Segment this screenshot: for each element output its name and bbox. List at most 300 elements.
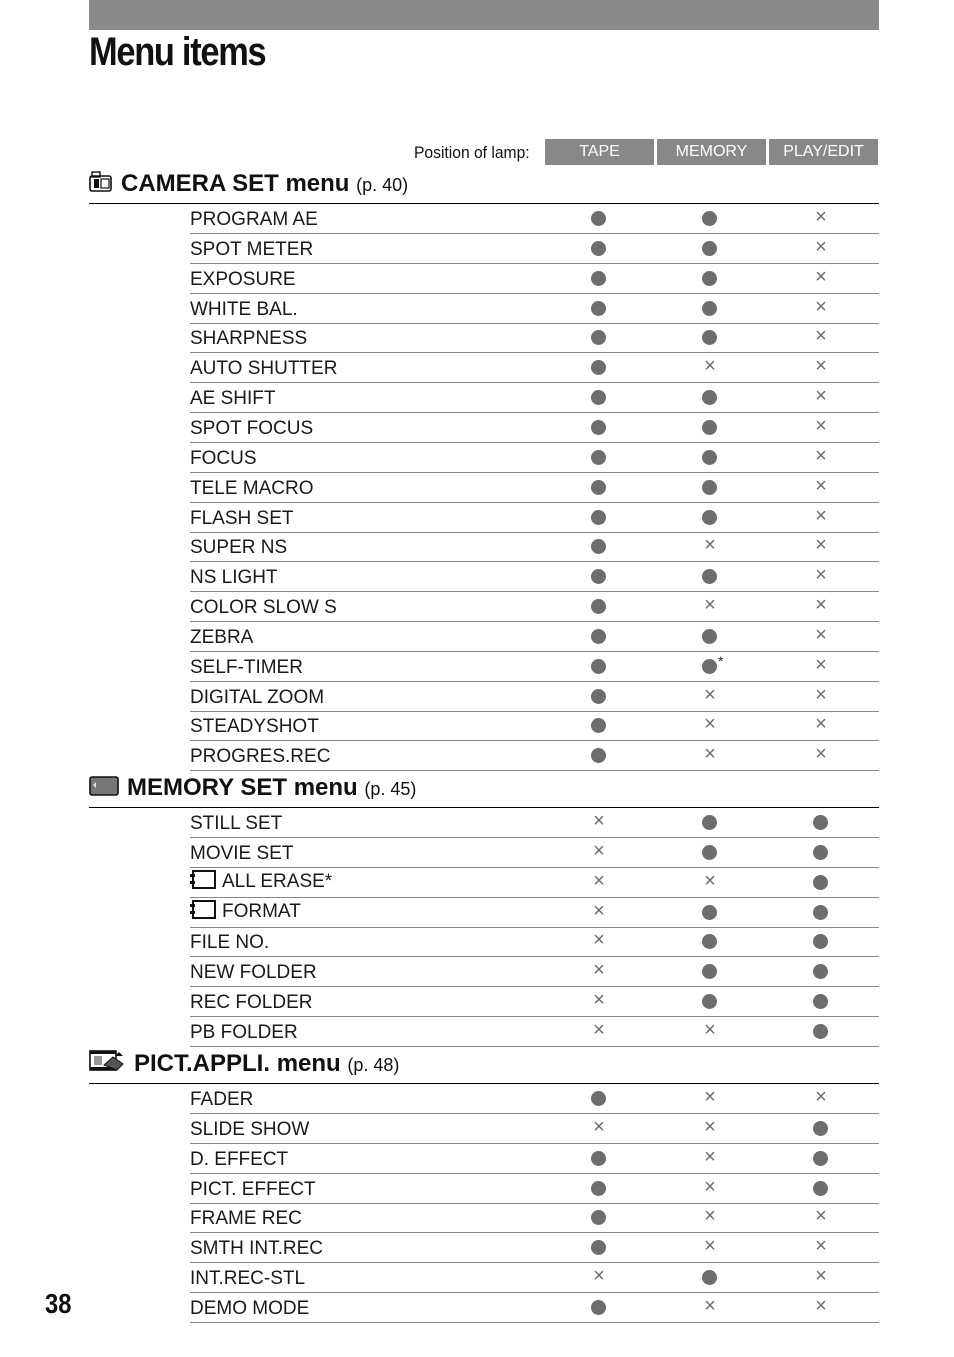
menu-item-text: PB FOLDER — [190, 1021, 298, 1043]
menu-item-text: COLOR SLOW S — [190, 597, 337, 619]
table-row — [190, 1233, 879, 1263]
section-title — [127, 774, 416, 802]
unavailable-cross: × — [815, 653, 827, 676]
cell-tape — [545, 353, 654, 382]
film-effects-icon — [89, 1050, 126, 1077]
cell-play-edit — [767, 1144, 876, 1173]
unavailable-cross: × — [815, 623, 827, 646]
unavailable-cross: × — [815, 713, 827, 736]
cell-memory — [656, 383, 765, 412]
cell-tape — [545, 1293, 654, 1322]
unavailable-cross: × — [593, 989, 605, 1012]
camcorder-icon — [89, 171, 113, 197]
menu-item-label — [190, 567, 278, 589]
available-dot — [591, 1300, 606, 1315]
menu-item-label — [190, 900, 301, 925]
available-dot — [813, 845, 828, 860]
cell-tape — [545, 1114, 654, 1143]
cell-play-edit — [767, 682, 876, 711]
unavailable-cross: × — [815, 295, 827, 318]
menu-item-label — [190, 209, 318, 231]
available-dot — [591, 1091, 606, 1106]
available-dot — [591, 659, 606, 674]
cell-play-edit — [767, 264, 876, 293]
available-dot — [591, 271, 606, 286]
cell-play-edit — [767, 868, 876, 897]
available-dot — [591, 241, 606, 256]
unavailable-cross: × — [704, 534, 716, 557]
cell-memory — [656, 204, 765, 233]
menu-item-text: SUPER NS — [190, 537, 288, 559]
menu-item-label — [190, 1268, 305, 1290]
cell-play-edit — [767, 1293, 876, 1322]
unavailable-cross: × — [704, 683, 716, 706]
section-header — [89, 775, 879, 808]
menu-item-label — [190, 299, 298, 321]
cell-play-edit — [767, 622, 876, 651]
table-row — [190, 898, 879, 928]
menu-item-text: FADER — [190, 1089, 254, 1110]
cell-memory — [656, 1174, 765, 1203]
cell-play-edit — [767, 1233, 876, 1262]
available-dot — [591, 1210, 606, 1225]
table-row — [190, 264, 879, 294]
cell-tape — [545, 1263, 654, 1292]
cell-tape — [545, 443, 654, 472]
cell-play-edit — [767, 473, 876, 502]
unavailable-cross: × — [593, 810, 605, 832]
menu-item-text: NS LIGHT — [190, 567, 278, 589]
table-row — [190, 532, 879, 562]
unavailable-cross: × — [704, 1235, 716, 1258]
menu-item-label — [190, 1208, 302, 1230]
unavailable-cross: × — [815, 474, 827, 497]
table-row — [190, 204, 879, 234]
cell-memory — [656, 264, 765, 293]
menu-item-label — [190, 597, 337, 619]
menu-item-label — [190, 843, 293, 865]
cell-memory — [656, 294, 765, 323]
cell-play-edit — [767, 204, 876, 233]
menu-item-text: SMTH INT.REC — [190, 1238, 323, 1260]
unavailable-cross: × — [815, 1294, 827, 1317]
table-row — [190, 1017, 879, 1047]
available-dot — [813, 1181, 828, 1196]
cell-play-edit — [767, 323, 876, 352]
unavailable-cross: × — [815, 1086, 827, 1108]
cell-tape — [545, 323, 654, 352]
cell-play-edit — [767, 234, 876, 263]
unavailable-cross: × — [593, 839, 605, 862]
cell-memory — [656, 622, 765, 651]
available-dot — [591, 599, 606, 614]
available-dot — [813, 905, 828, 920]
available-dot — [591, 539, 606, 554]
cell-play-edit — [767, 927, 876, 956]
menu-item-text: SPOT METER — [190, 238, 314, 260]
cell-memory — [656, 473, 765, 502]
memory-card-icon — [89, 776, 119, 801]
cell-memory — [656, 838, 765, 867]
cell-tape — [545, 898, 654, 927]
unavailable-cross: × — [815, 743, 827, 766]
cell-memory — [656, 1084, 765, 1113]
cell-memory — [656, 741, 765, 770]
table-row — [190, 741, 879, 771]
menu-item-text: SHARPNESS — [190, 328, 308, 350]
cell-memory — [656, 443, 765, 472]
menu-item-text: DIGITAL ZOOM — [190, 686, 325, 708]
page-number: 38 — [45, 1288, 72, 1319]
table-row — [190, 838, 879, 868]
unavailable-cross: × — [593, 899, 605, 922]
available-dot — [813, 994, 828, 1009]
unavailable-cross: × — [593, 1115, 605, 1138]
section-page-ref: (p. 45) — [364, 779, 417, 799]
cell-play-edit — [767, 503, 876, 532]
unavailable-cross: × — [593, 1018, 605, 1041]
unavailable-cross: × — [815, 444, 827, 467]
table-row — [190, 808, 879, 838]
unavailable-cross: × — [815, 206, 827, 228]
available-dot — [702, 964, 717, 979]
available-dot — [591, 1151, 606, 1166]
cell-memory — [656, 868, 765, 897]
menu-item-text: PICT. EFFECT — [190, 1178, 316, 1200]
menu-item-text: SPOT FOCUS — [190, 417, 314, 439]
available-dot — [702, 629, 717, 644]
unavailable-cross: × — [704, 1205, 716, 1228]
cell-tape — [545, 532, 654, 561]
table-row — [190, 1084, 879, 1114]
table-row — [190, 711, 879, 741]
unavailable-cross: × — [815, 534, 827, 557]
table-row — [190, 1293, 879, 1323]
cell-memory — [656, 353, 765, 382]
table-row — [190, 622, 879, 652]
menu-item-text: MOVIE SET — [190, 842, 294, 864]
cell-play-edit — [767, 1084, 876, 1113]
unavailable-cross: × — [815, 414, 827, 437]
cell-tape — [545, 1203, 654, 1232]
cell-tape — [545, 868, 654, 897]
menu-item-label — [190, 537, 287, 559]
available-dot — [813, 815, 828, 830]
cell-play-edit — [767, 711, 876, 740]
menu-item-text: INT.REC-STL — [190, 1268, 306, 1290]
menu-item-label — [190, 508, 293, 530]
menu-item-text: STILL SET — [190, 813, 283, 834]
table-row — [190, 868, 879, 898]
available-dot — [702, 510, 717, 525]
available-dot — [702, 301, 717, 316]
cell-play-edit — [767, 652, 876, 681]
cell-memory — [656, 413, 765, 442]
menu-item-text: FILE NO. — [190, 932, 270, 954]
available-dot — [591, 718, 606, 733]
cell-memory — [656, 808, 765, 837]
cell-tape — [545, 957, 654, 986]
menu-item-label — [190, 870, 332, 895]
menu-item-label — [190, 418, 313, 440]
menu-item-label — [190, 358, 337, 380]
table-row — [190, 234, 879, 264]
menu-item-label — [190, 992, 312, 1014]
cell-tape — [545, 1233, 654, 1262]
section-page-ref: (p. 40) — [356, 175, 409, 195]
cell-tape — [545, 383, 654, 412]
menu-item-label — [190, 1179, 316, 1201]
unavailable-cross: × — [704, 594, 716, 617]
cell-play-edit — [767, 987, 876, 1016]
available-dot — [702, 330, 717, 345]
footnote-asterisk: * — [718, 652, 724, 669]
available-dot — [591, 510, 606, 525]
menu-item-text: ZEBRA — [190, 626, 254, 648]
cell-tape — [545, 838, 654, 867]
menu-item-label — [190, 962, 317, 984]
available-dot — [702, 845, 717, 860]
available-dot — [591, 390, 606, 405]
cell-play-edit — [767, 808, 876, 837]
menu-item-text: D. EFFECT — [190, 1148, 289, 1170]
section-title — [121, 170, 408, 198]
menu-item-label — [190, 746, 330, 768]
table-row — [190, 562, 879, 592]
cell-memory — [656, 1263, 765, 1292]
menu-item-label — [190, 1238, 323, 1260]
cell-play-edit — [767, 383, 876, 412]
cell-memory — [656, 1017, 765, 1046]
unavailable-cross: × — [815, 1205, 827, 1228]
unavailable-cross: × — [704, 713, 716, 736]
unavailable-cross: × — [704, 1086, 716, 1108]
available-dot — [591, 1181, 606, 1196]
cell-tape — [545, 1144, 654, 1173]
card-icon — [190, 870, 216, 895]
available-dot — [813, 1151, 828, 1166]
cell-memory — [656, 1293, 765, 1322]
table-row — [190, 682, 879, 712]
unavailable-cross: × — [815, 1235, 827, 1258]
menu-item-label — [190, 932, 269, 954]
cell-tape — [545, 927, 654, 956]
menu-item-text: EXPOSURE — [190, 268, 296, 290]
available-dot — [702, 934, 717, 949]
available-dot — [702, 569, 717, 584]
table-row — [190, 987, 879, 1017]
unavailable-cross: × — [815, 564, 827, 587]
cell-memory — [656, 711, 765, 740]
menu-item-label — [190, 1149, 288, 1171]
cell-tape — [545, 234, 654, 263]
cell-memory — [656, 592, 765, 621]
cell-tape — [545, 1174, 654, 1203]
cell-tape — [545, 987, 654, 1016]
cell-tape — [545, 413, 654, 442]
column-header-memory: MEMORY — [657, 139, 766, 165]
menu-item-text: REC FOLDER — [190, 992, 313, 1014]
cell-tape — [545, 294, 654, 323]
unavailable-cross: × — [704, 1145, 716, 1168]
cell-play-edit — [767, 413, 876, 442]
menu-item-label — [190, 1298, 309, 1320]
available-dot — [591, 330, 606, 345]
table-row — [190, 592, 879, 622]
menu-item-text: FORMAT — [222, 900, 301, 922]
menu-item-label — [190, 716, 319, 738]
available-dot — [813, 1121, 828, 1136]
available-dot — [702, 420, 717, 435]
menu-item-label — [190, 1119, 309, 1141]
available-dot — [591, 748, 606, 763]
table-row — [190, 294, 879, 324]
cell-tape — [545, 622, 654, 651]
unavailable-cross: × — [593, 929, 605, 952]
available-dot — [702, 480, 717, 495]
unavailable-cross: × — [704, 1175, 716, 1198]
cell-memory — [656, 1203, 765, 1232]
menu-item-text: AE SHIFT — [190, 388, 276, 410]
menu-item-text: TELE MACRO — [190, 477, 314, 499]
available-dot — [702, 211, 717, 226]
cell-memory — [656, 532, 765, 561]
cell-play-edit — [767, 592, 876, 621]
available-dot — [591, 301, 606, 316]
available-dot — [813, 1024, 828, 1039]
menu-item-text: SELF-TIMER — [190, 656, 303, 678]
cell-play-edit — [767, 1017, 876, 1046]
section-header — [89, 171, 879, 204]
cell-play-edit — [767, 1174, 876, 1203]
cell-play-edit — [767, 562, 876, 591]
cell-tape — [545, 682, 654, 711]
menu-item-label — [190, 813, 282, 835]
cell-memory — [656, 927, 765, 956]
menu-item-text: FOCUS — [190, 447, 257, 469]
available-dot — [591, 629, 606, 644]
unavailable-cross: × — [704, 743, 716, 766]
table-row — [190, 652, 879, 682]
menu-item-text: WHITE BAL. — [190, 298, 298, 320]
unavailable-cross: × — [815, 385, 827, 408]
cell-tape — [545, 1084, 654, 1113]
cell-memory — [656, 234, 765, 263]
available-dot — [591, 480, 606, 495]
column-header-play-edit: PLAY/EDIT — [769, 139, 878, 165]
menu-item-label — [190, 687, 324, 709]
cell-memory — [656, 1233, 765, 1262]
menu-item-text: PROGRES.REC — [190, 746, 331, 768]
section-name: PICT.APPLI. menu — [134, 1050, 348, 1077]
unavailable-cross: × — [815, 683, 827, 706]
cell-tape — [545, 1017, 654, 1046]
card-icon — [190, 900, 216, 925]
cell-tape — [545, 808, 654, 837]
menu-item-label — [190, 1089, 253, 1111]
unavailable-cross: × — [704, 1115, 716, 1138]
cell-tape — [545, 711, 654, 740]
available-dot — [591, 420, 606, 435]
section-header — [89, 1051, 879, 1084]
cell-memory — [656, 682, 765, 711]
cell-tape — [545, 562, 654, 591]
available-dot — [591, 1240, 606, 1255]
menu-item-text: SLIDE SHOW — [190, 1118, 310, 1140]
cell-play-edit — [767, 957, 876, 986]
section-page-ref: (p. 48) — [347, 1055, 400, 1075]
menu-item-text: AUTO SHUTTER — [190, 358, 338, 380]
cell-memory — [656, 1144, 765, 1173]
unavailable-cross: × — [815, 265, 827, 288]
cell-tape — [545, 473, 654, 502]
cell-play-edit — [767, 1263, 876, 1292]
section-name: MEMORY SET menu — [127, 774, 365, 801]
available-dot — [702, 390, 717, 405]
menu-item-text: FLASH SET — [190, 507, 294, 529]
section-name: CAMERA SET menu — [121, 170, 357, 197]
section-title — [134, 1050, 399, 1078]
table-row — [190, 323, 879, 353]
cell-tape — [545, 264, 654, 293]
table-row — [190, 1144, 879, 1174]
cell-play-edit — [767, 443, 876, 472]
table-row — [190, 1263, 879, 1293]
cell-memory — [656, 898, 765, 927]
available-dot — [591, 450, 606, 465]
unavailable-cross: × — [593, 1265, 605, 1288]
menu-item-text: NEW FOLDER — [190, 962, 317, 984]
available-dot — [702, 815, 717, 830]
available-dot — [702, 1270, 717, 1285]
available-dot — [591, 569, 606, 584]
available-dot — [702, 450, 717, 465]
cell-tape — [545, 741, 654, 770]
available-dot — [702, 241, 717, 256]
table-row — [190, 473, 879, 503]
table-row — [190, 413, 879, 443]
table-row — [190, 503, 879, 533]
menu-item-text: STEADYSHOT — [190, 716, 319, 738]
menu-item-label — [190, 448, 257, 470]
available-dot — [813, 964, 828, 979]
cell-play-edit — [767, 294, 876, 323]
available-dot — [702, 994, 717, 1009]
cell-tape — [545, 204, 654, 233]
cell-memory — [656, 957, 765, 986]
cell-tape — [545, 592, 654, 621]
lamp-position-label: Position of lamp: — [414, 143, 530, 162]
page-title: Menu items — [89, 30, 266, 74]
unavailable-cross: × — [815, 1265, 827, 1288]
cell-memory — [656, 323, 765, 352]
available-dot — [591, 689, 606, 704]
unavailable-cross: × — [593, 869, 605, 892]
table-row — [190, 1174, 879, 1204]
unavailable-cross: × — [593, 959, 605, 982]
unavailable-cross: × — [815, 355, 827, 378]
unavailable-cross: × — [815, 504, 827, 527]
cell-play-edit — [767, 1203, 876, 1232]
table-row — [190, 1114, 879, 1144]
menu-item-label — [190, 478, 314, 500]
unavailable-cross: × — [704, 1018, 716, 1041]
available-dot — [702, 905, 717, 920]
unavailable-cross: × — [815, 325, 827, 348]
table-row — [190, 957, 879, 987]
cell-play-edit — [767, 532, 876, 561]
available-dot — [591, 360, 606, 375]
